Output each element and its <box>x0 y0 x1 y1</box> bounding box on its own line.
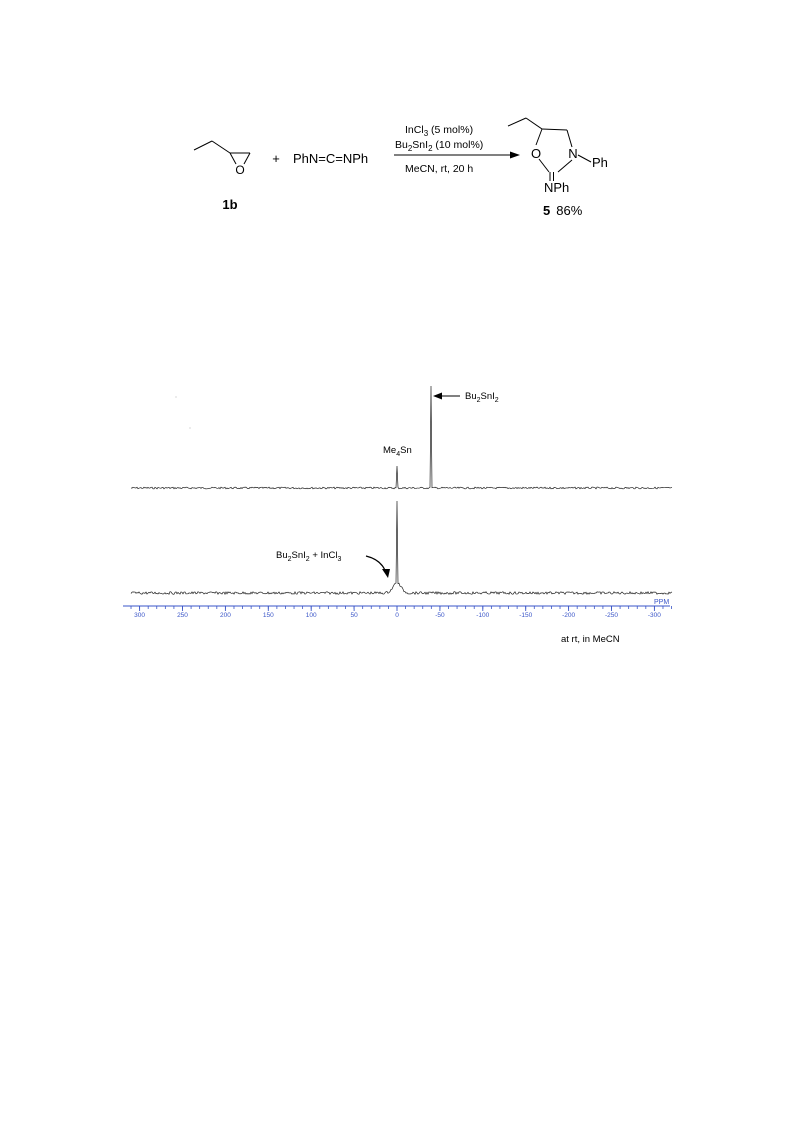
axis-tick-label: -250 <box>604 612 619 619</box>
peak-label-me4sn: $Me_4Sn$ <box>383 445 412 458</box>
carbodiimide-formula: PhN=C=NPh <box>293 151 369 166</box>
reaction-scheme <box>0 0 793 240</box>
condition-catalyst-incl3: InCl$_3$ (5 mol%) <box>405 124 474 138</box>
peak-label-bu2sni2: $Bu_2SnI_2$ <box>465 391 499 404</box>
epoxide-structure <box>194 141 250 164</box>
condition-solvent: MeCN, rt, 20 h <box>405 163 474 175</box>
axis-tick-label: 150 <box>262 612 274 619</box>
axis-tick-label: -150 <box>519 612 533 619</box>
spectrum-caption: at rt, in MeCN <box>561 634 620 645</box>
plus-sign: + <box>272 151 280 166</box>
imine-nph-label: NPh <box>544 180 570 195</box>
axis-tick-label: 100 <box>305 612 317 619</box>
peak-arrow-bu2sni2 <box>433 393 460 400</box>
curved-arrow <box>366 556 390 578</box>
product-label: 5 86% <box>543 203 583 218</box>
compound-label-1b: 1b <box>222 197 238 212</box>
axis-tick-label: 50 <box>350 612 358 619</box>
reaction-arrow <box>394 152 520 159</box>
axis-tick-label: -300 <box>647 612 661 619</box>
axis-tick-label: 300 <box>134 612 146 619</box>
axis-tick-label: -100 <box>476 612 490 619</box>
lower-spectrum-trace <box>131 501 672 594</box>
oxazolidine-structure <box>508 118 591 181</box>
axis-tick-label: 0 <box>395 612 399 619</box>
axis-tick-label: 200 <box>219 612 231 619</box>
ring-nitrogen-label: N <box>568 146 578 161</box>
nmr-spectra-figure <box>0 380 793 650</box>
ring-oxygen-label: O <box>530 146 542 161</box>
condition-catalyst-bu2sni2: $Bu_2SnI_2$ (10 mol%) <box>395 139 484 153</box>
epoxide-oxygen-label: O <box>235 163 245 177</box>
axis-unit-label: PPM <box>654 599 670 606</box>
axis-tick-label: -50 <box>435 612 445 619</box>
axis-tick-label: -200 <box>562 612 576 619</box>
scan-speck <box>176 397 177 398</box>
peak-label-bu2sni2-incl3: $Bu_2SnI_2$ + InCl$_3$ <box>276 550 342 563</box>
scan-speck <box>190 428 191 429</box>
upper-spectrum-trace <box>131 386 672 489</box>
ppm-axis <box>123 606 672 611</box>
axis-tick-label: 250 <box>177 612 188 619</box>
n-phenyl-label: Ph <box>592 155 608 170</box>
